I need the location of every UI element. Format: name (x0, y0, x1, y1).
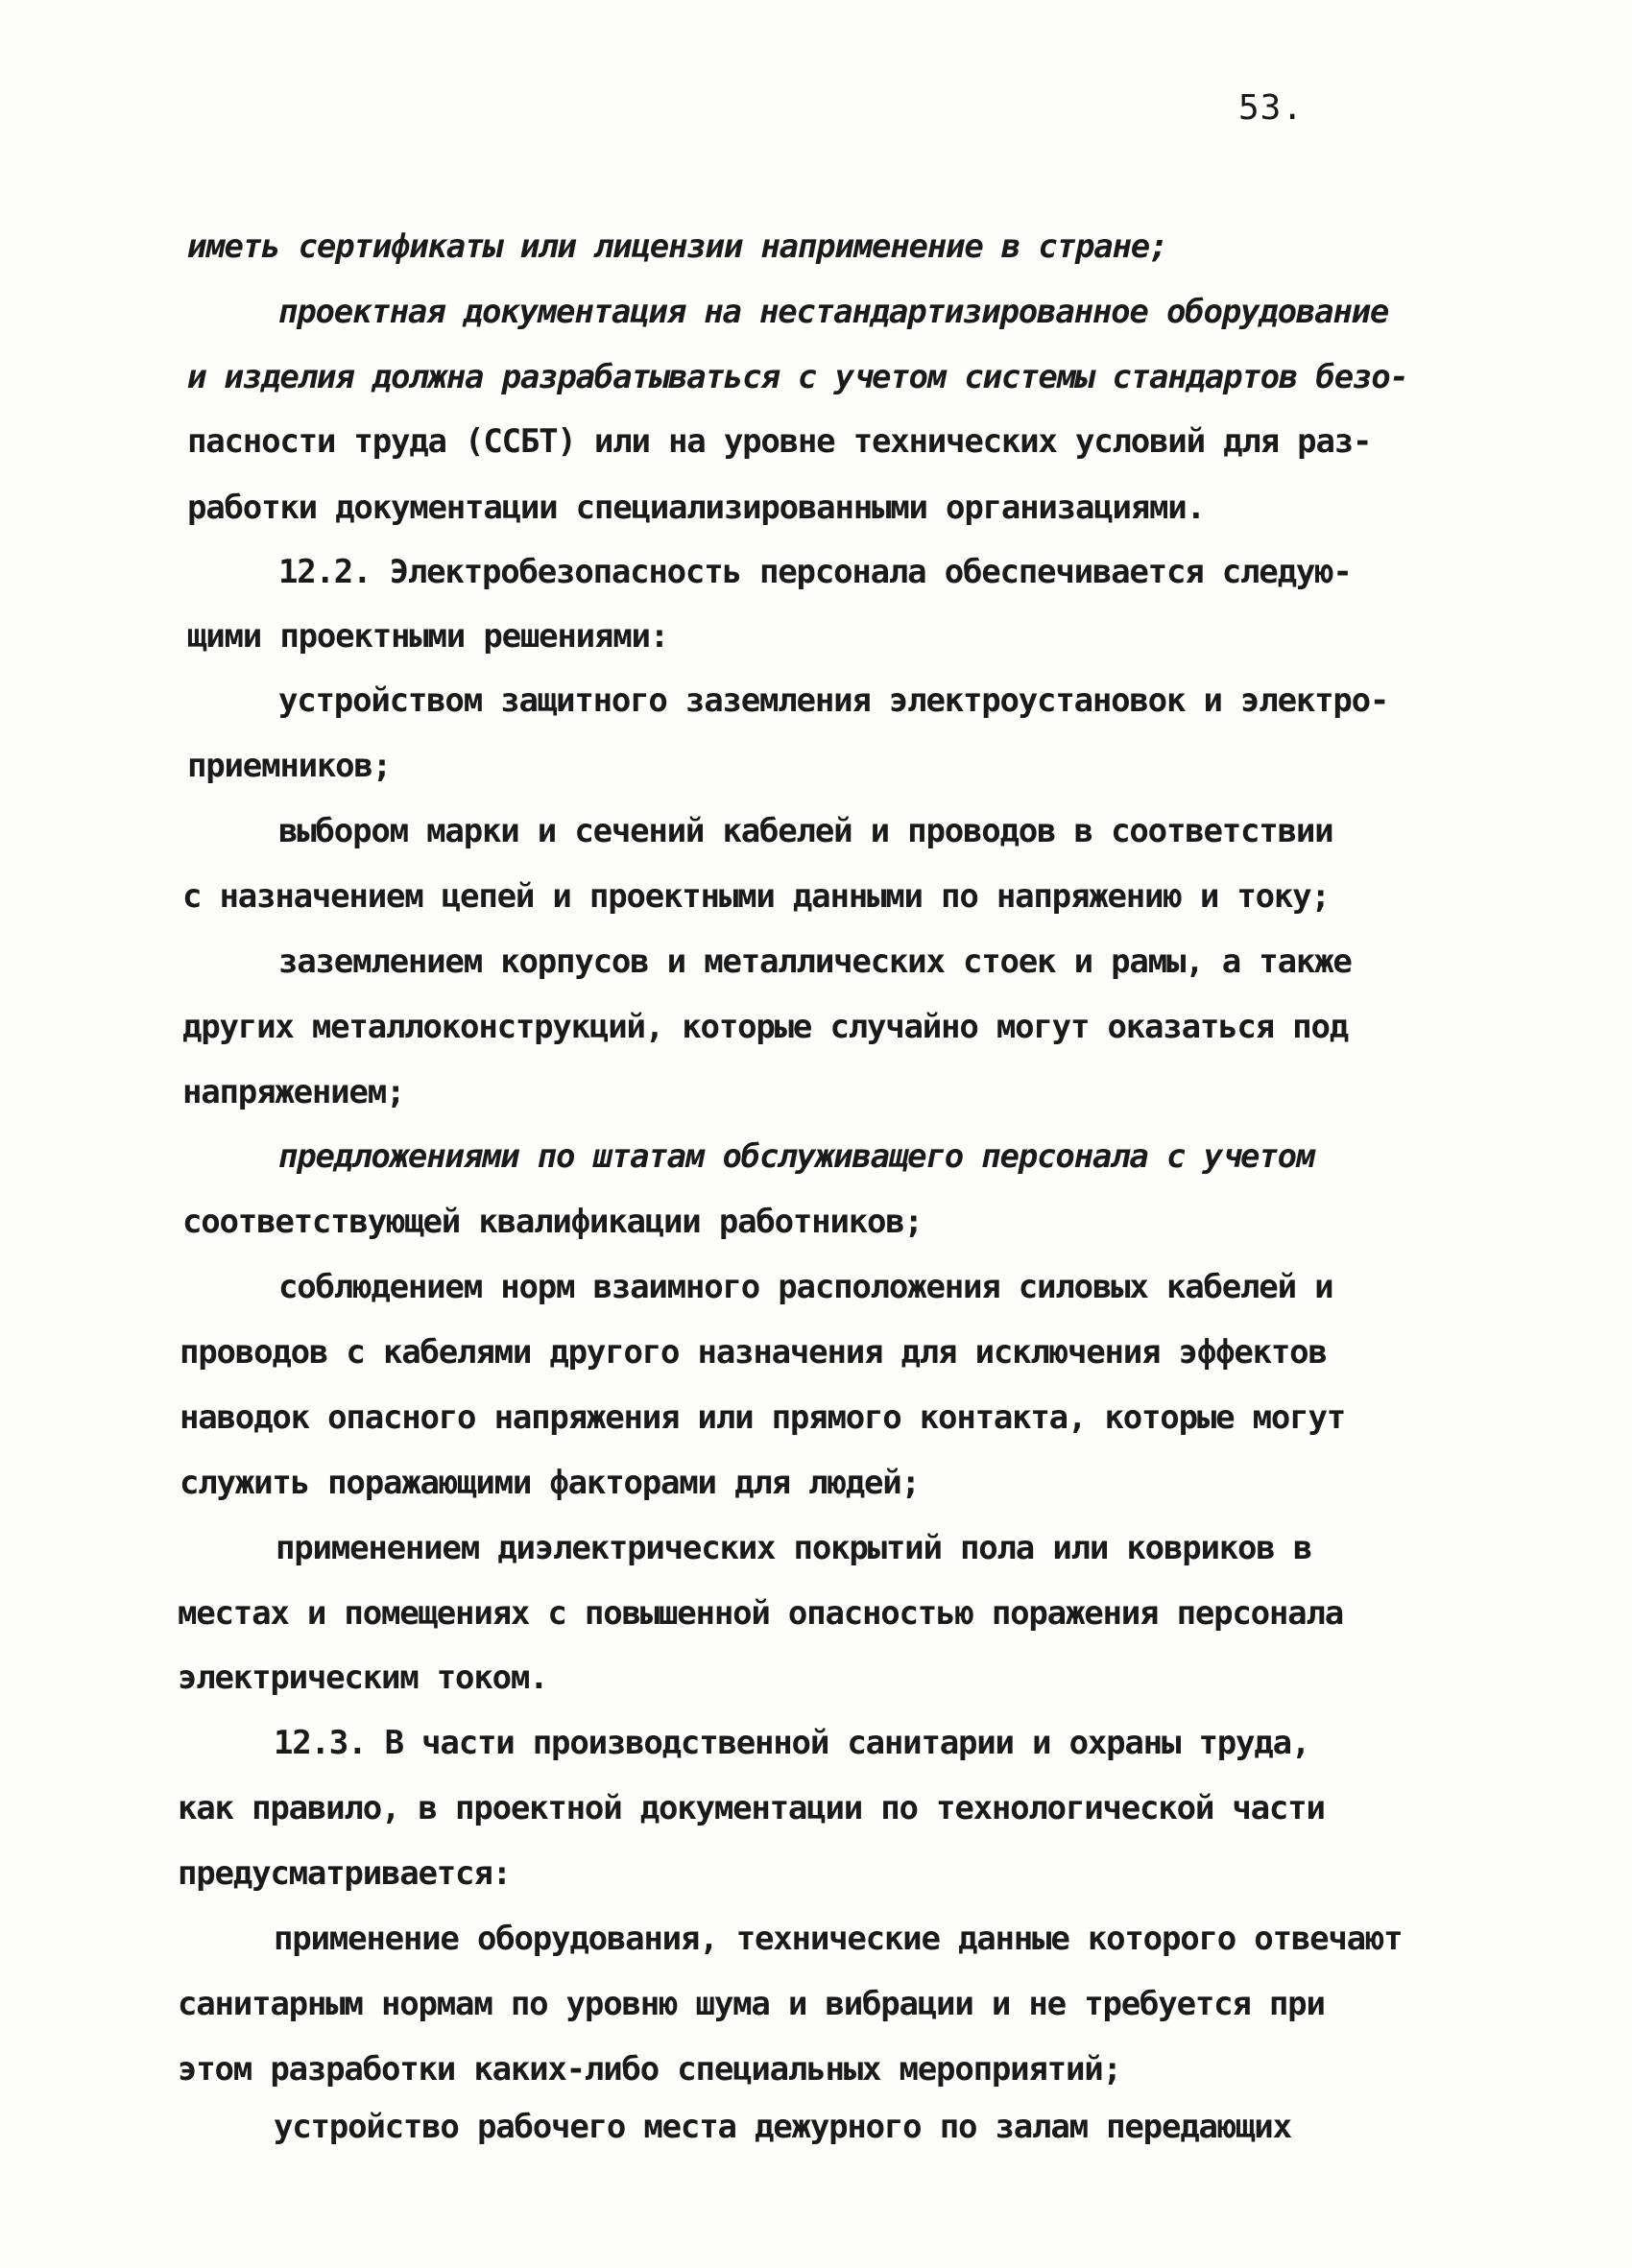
section-heading-12-2: 12.2. Электробезопасность персонала обеспечивается следую- (278, 553, 1352, 591)
text-line: санитарным нормам по уровню шума и вибрации и не требуется при (178, 1985, 1325, 2023)
text-line: применением диэлектрических покрытий пола или ковриков в (276, 1529, 1312, 1567)
text-line: служить поражающими факторами для людей; (180, 1464, 920, 1502)
text-line: выбором марки и сечений кабелей и проводов в соответствии (278, 812, 1333, 850)
text-line: других металлоконструкций, которые случайно могут оказаться под (182, 1008, 1348, 1046)
text-line: местах и помещениях с повышенной опасностью поражения персонала (178, 1594, 1343, 1633)
text-line: предложениями по штатам обслуживащего персонала с учетом (278, 1137, 1315, 1176)
text-line: с назначением цепей и проектными данными по напряжению и току; (182, 877, 1330, 916)
text-line: устройством защитного заземления электроустановок и электро- (278, 681, 1389, 720)
text-line: и изделия должна разрабатываться с учетом системы стандартов безо- (187, 358, 1408, 396)
text-line: предусматривается: (178, 1854, 511, 1893)
text-line: электрическим током. (178, 1659, 548, 1697)
text-line: этом разработки каких-либо специальных мероприятий; (178, 2050, 1121, 2089)
text-line: проводов с кабелями другого назначения для исключения эффектов (180, 1333, 1327, 1372)
text-line: приемников; (187, 747, 391, 785)
text-line: наводок опасного напряжения или прямого контакта, которые могут (180, 1398, 1345, 1437)
text-line: пасности труда (ССБТ) или на уровне технических условий для раз- (187, 422, 1372, 461)
text-line: устройство рабочего места дежурного по залам передающих (274, 2108, 1291, 2146)
section-heading-12-3: 12.3. В части производственной санитарии и охраны труда, (274, 1724, 1310, 1762)
text-line: иметь сертификаты или лицензии наприменение в стране; (187, 227, 1168, 266)
text-line: проектная документация на нестандартизированное оборудование (278, 293, 1389, 331)
text-line: применение оборудования, технические данные которого отвечают (274, 1920, 1403, 1958)
text-line: щими проектными решениями: (187, 617, 669, 656)
text-line: как правило, в проектной документации по технологической части (178, 1789, 1325, 1827)
text-line: работки документации специализированными организациями. (187, 489, 1205, 527)
text-line: соблюдением норм взаимного расположения силовых кабелей и (278, 1268, 1333, 1306)
text-line: соответствующей квалификации работников; (182, 1203, 923, 1241)
text-line: напряжением; (182, 1073, 405, 1111)
page-number: 53. (1238, 88, 1305, 128)
text-line: заземлением корпусов и металлических стоек и рамы, а также (278, 943, 1352, 981)
